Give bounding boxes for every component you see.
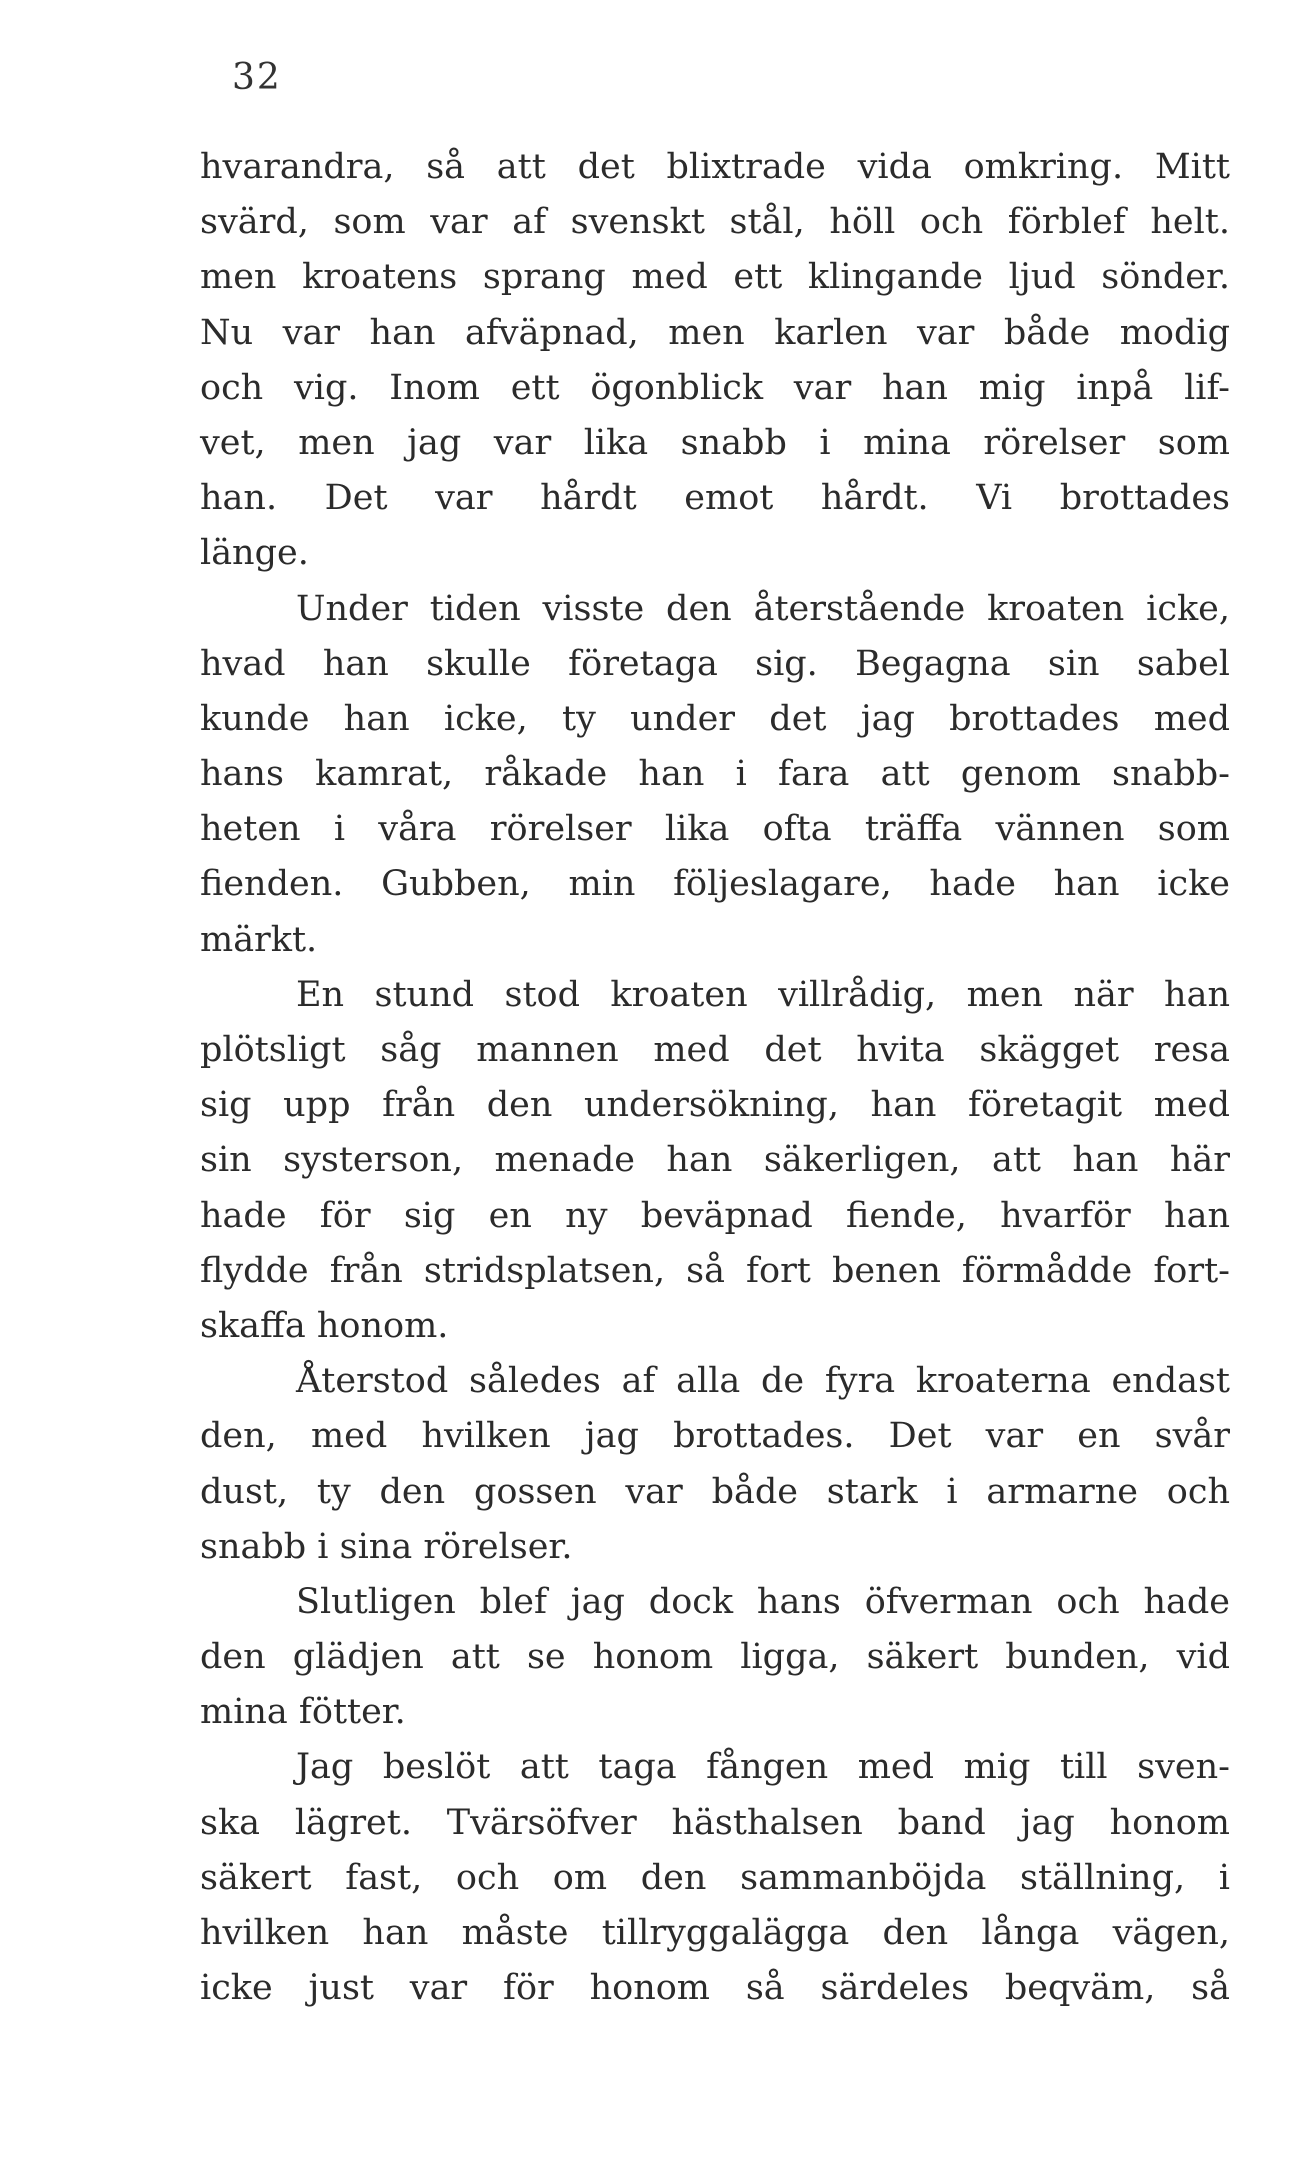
text-line: Slutligen blef jag dock hans öfverman och hade [296,1581,1230,1622]
text-line: dust, ty den gossen var både stark i armarne och [200,1471,1230,1512]
text-line: Jag beslöt att taga fången med mig till sven- [296,1747,1230,1788]
text-line: plötsligt såg mannen med det hvita skägget resa [200,1030,1230,1070]
page-number: 32 [232,57,282,98]
text-line: hvarandra, så att det blixtrade vida omkring. Mitt [200,147,1230,187]
text-line: icke just var för honom så särdeles beqväm, så [200,1968,1230,2009]
text-line: Nu var han afväpnad, men karlen var både modig [200,312,1230,353]
text-line: och vig. Inom ett ögonblick var han mig inpå lif- [200,367,1230,408]
text-line: skaffa honom. [200,1305,449,1346]
body-text [200,140,1230,2016]
text-line: den glädjen att se honom ligga, säkert bunden, vid [200,1637,1230,1678]
text-line: den, med hvilken jag brottades. Det var en svår [200,1416,1230,1457]
text-line: märkt. [200,919,318,960]
text-line: ska lägret. Tvärsöfver hästhalsen band jag honom [200,1802,1230,1843]
text-line: vet, men jag var lika snabb i mina rörelser som [200,422,1230,463]
text-line: Under tiden visste den återstående kroaten icke, [296,588,1230,629]
text-line: han. Det var hårdt emot hårdt. Vi brottades [200,478,1230,519]
text-line: mina fötter. [200,1692,406,1733]
text-line: fienden. Gubben, min följeslagare, hade han icke [200,864,1230,905]
text-line: hvad han skulle företaga sig. Begagna sin sabel [200,643,1230,684]
text-line: hans kamrat, råkade han i fara att genom snabb- [200,754,1230,795]
text-line: Återstod således af alla de fyra kroaterna endast [296,1361,1230,1402]
text-line: snabb i sina rörelser. [200,1526,573,1567]
text-line: säkert fast, och om den sammanböjda ställning, i [200,1857,1230,1898]
text-line: flydde från stridsplatsen, så fort benen förmådde fort- [200,1250,1230,1291]
text-line: hvilken han måste tillryggalägga den långa vägen, [200,1913,1230,1953]
text-line: heten i våra rörelser lika ofta träffa vännen som [200,809,1230,850]
text-line: hade för sig en ny beväpnad fiende, hvarför han [200,1195,1230,1236]
text-line: men kroatens sprang med ett klingande ljud sönder. [200,257,1230,298]
text-line: svärd, som var af svenskt stål, höll och förblef helt. [200,202,1230,243]
text-line: sig upp från den undersökning, han företagit med [200,1085,1230,1126]
text-line: länge. [200,533,309,574]
text-line: En stund stod kroaten villrådig, men när han [296,974,1230,1015]
text-line: kunde han icke, ty under det jag brottades med [200,698,1230,739]
text-line: sin systerson, menade han säkerligen, att han här [200,1140,1230,1181]
